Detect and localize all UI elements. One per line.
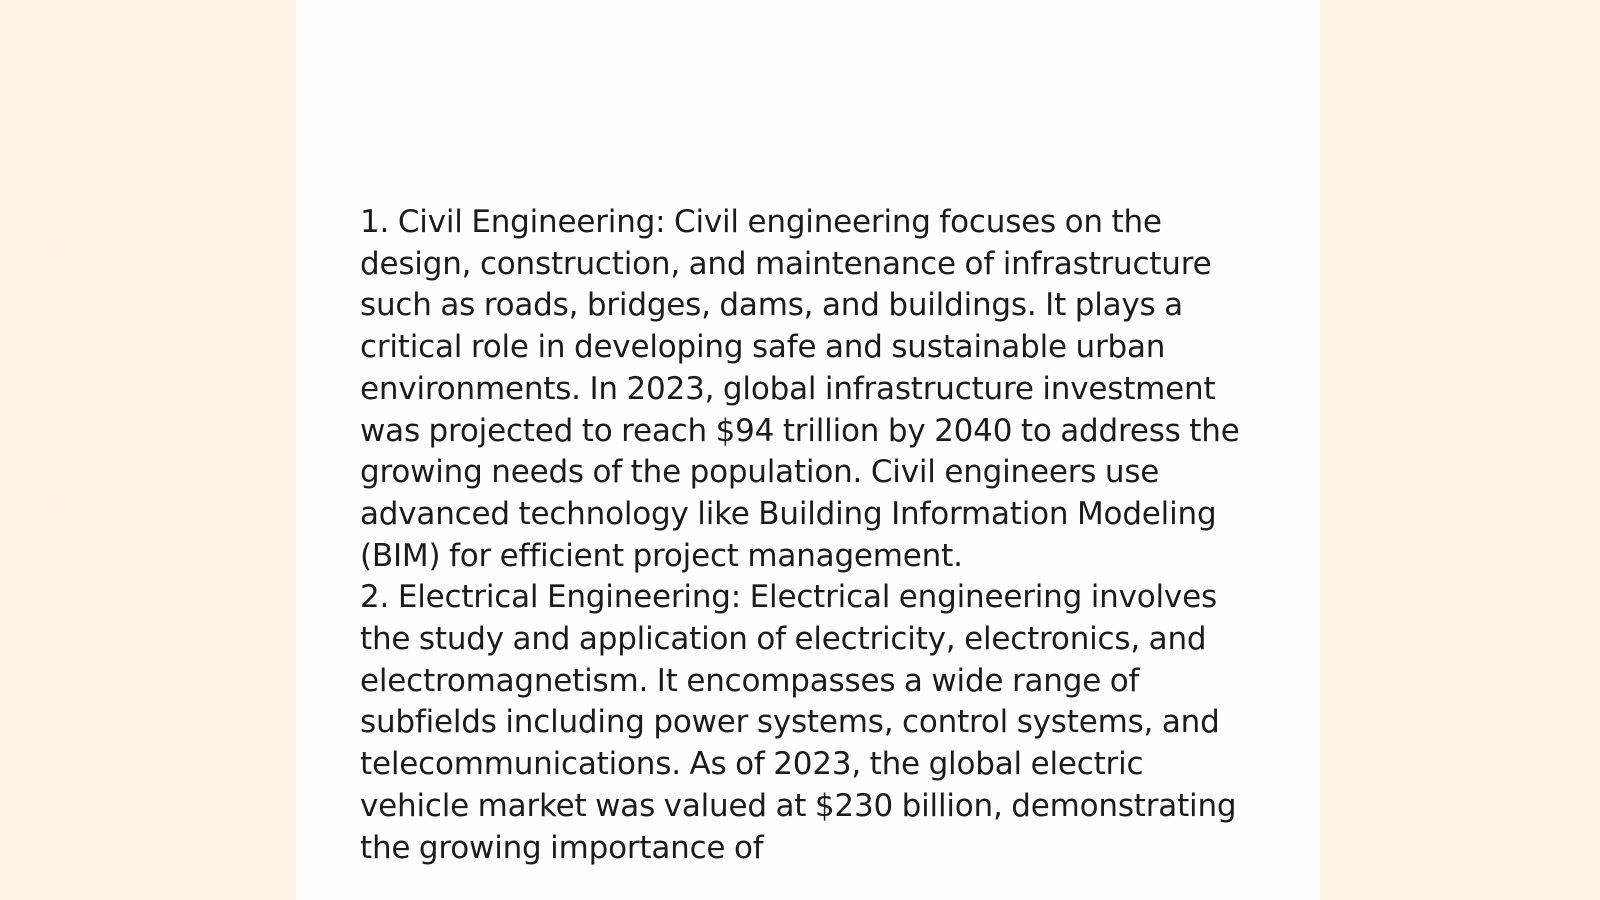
document-page — [296, 0, 1320, 900]
paragraph-electrical-engineering: 2. Electrical Engineering: Electrical engineering involves the study and application of electricity, electronics, and electromagnetism. It encompasses a wide range of subfields including power systems, control systems, and telecommunications. As of 2023, the global electric vehicle market was valued at $230 billion, demonstrating the growing importance of — [360, 579, 1237, 866]
paragraph-civil-engineering: 1. Civil Engineering: Civil engineering focuses on the design, construction, and maintenance of infrastructure such as roads, bridges, dams, and buildings. It plays a critical role in developing safe and sustainable urban environments. In 2023, global infrastructure investment was projected to reach $94 trillion by 2040 to address the growing needs of the population. Civil engineers use advanced technology like Building Information Modeling (BIM) for efficient project management. — [360, 204, 1240, 574]
document-body — [360, 202, 1250, 869]
